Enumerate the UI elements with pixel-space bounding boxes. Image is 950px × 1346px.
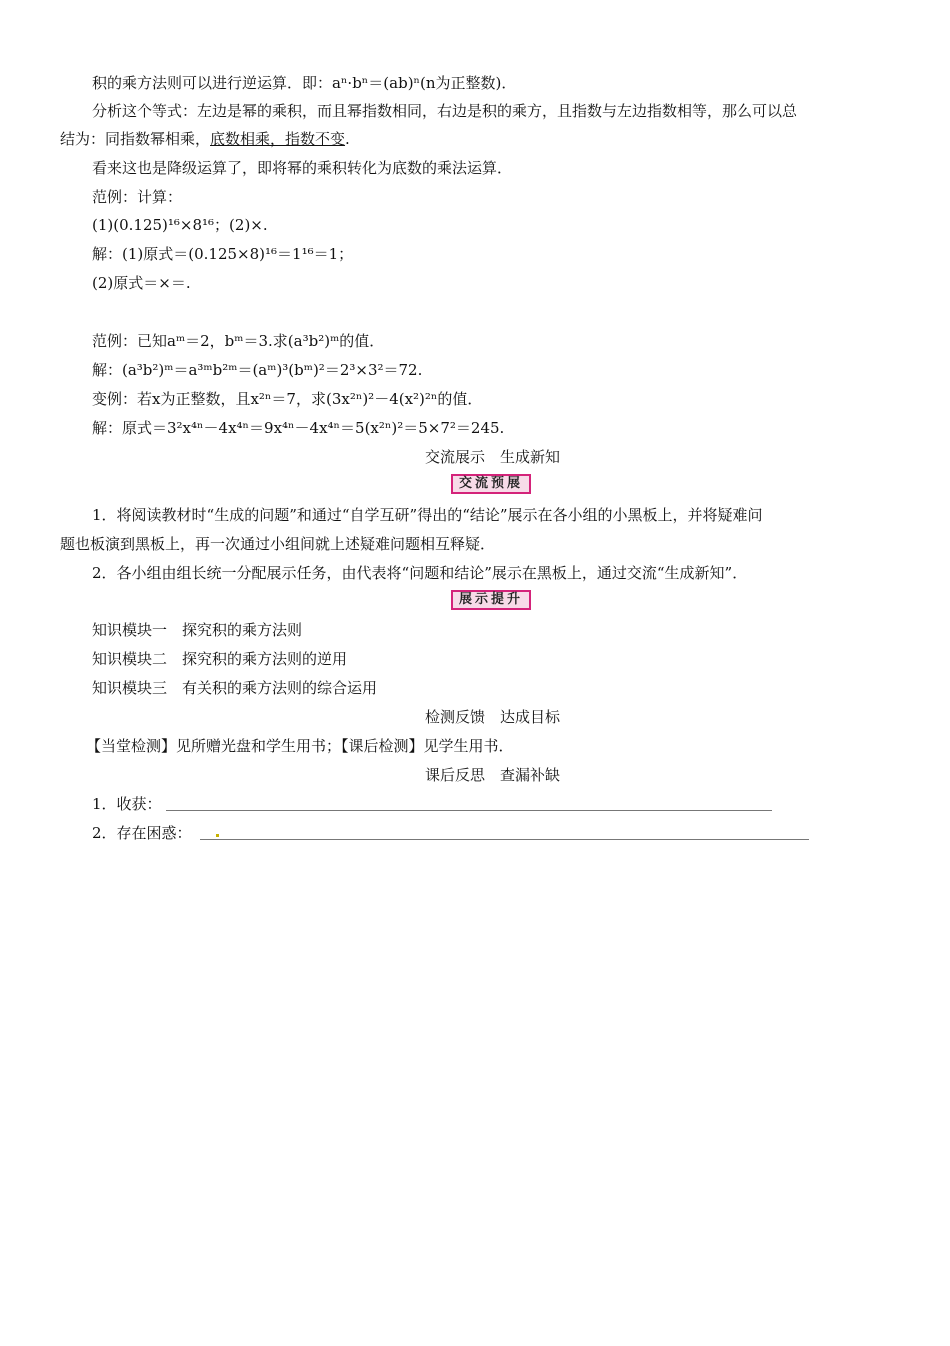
example1-solution1: 解：(1)原式＝(0.125×8)¹⁶＝1¹⁶＝1； xyxy=(92,245,354,263)
analysis-text-line1: 分析这个等式：左边是幂的乘积，而且幂指数相同，右边是积的乘方，且指数与左边指数相等，那么可以总 xyxy=(92,102,798,120)
check-text: 【当堂检测】见所赠光盘和学生用书；【课后检测】见学生用书． xyxy=(86,737,514,755)
reduction-text: 看来这也是降级运算了，即将幂的乘积转化为底数的乘法运算． xyxy=(92,159,513,177)
confusion-label: 2．存在困惑： xyxy=(92,824,192,842)
display-badge: 展示提升 xyxy=(451,590,531,610)
example2-problem: 范例：已知aᵐ＝2，bᵐ＝3.求(a³b²)ᵐ的值． xyxy=(92,332,385,350)
variant-solution: 解：原式＝3²x⁴ⁿ－4x⁴ⁿ＝9x⁴ⁿ－4x⁴ⁿ＝5(x²ⁿ)²＝5×7²＝245. xyxy=(92,419,505,437)
exchange-item1-line1: 1．将阅读教材时“生成的问题”和通过“自学互研”得出的“结论”展示在各小组的小黑板上，并将疑难问 xyxy=(92,506,763,524)
knowledge-module-3: 知识模块三 有关积的乘方法则的综合运用 xyxy=(92,679,378,697)
exchange-item2: 2．各小组由组长统一分配展示任务，由代表将“问题和结论”展示在黑板上，通过交流“生成新知”． xyxy=(92,564,748,582)
gains-blank-line xyxy=(166,810,772,811)
variant-problem: 变例：若x为正整数，且x²ⁿ＝7，求(3x²ⁿ)²－4(x²)²ⁿ的值． xyxy=(92,390,483,408)
knowledge-module-1: 知识模块一 探究积的乘方法则 xyxy=(92,621,303,639)
knowledge-module-2: 知识模块二 探究积的乘方法则的逆用 xyxy=(92,650,348,668)
exchange-heading: 交流展示 生成新知 xyxy=(424,448,560,466)
check-heading: 检测反馈 达成目标 xyxy=(424,708,560,726)
exchange-item1-line2: 题也板演到黑板上，再一次通过小组间就上述疑难问题相互释疑． xyxy=(60,535,496,553)
reflect-heading: 课后反思 查漏补缺 xyxy=(424,766,560,784)
example2-solution: 解：(a³b²)ᵐ＝a³ᵐb²ᵐ＝(aᵐ)³(bᵐ)²＝2³×3²＝72. xyxy=(92,361,423,379)
confusion-blank-line xyxy=(200,839,809,840)
analysis-suffix: . xyxy=(345,130,350,148)
rule-inverse-text: 积的乘方法则可以进行逆运算．即：aⁿ·bⁿ＝(ab)ⁿ(n为正整数)． xyxy=(92,74,517,92)
gains-label: 1．收获： xyxy=(92,795,162,813)
analysis-prefix: 结为：同指数幂相乘， xyxy=(60,130,211,148)
example1-problem: (1)(0.125)¹⁶×8¹⁶；(2)×. xyxy=(92,216,268,234)
example1-label: 范例：计算： xyxy=(92,188,183,206)
analysis-underlined-rule: 底数相乘，指数不变 xyxy=(210,130,346,148)
analysis-text-line2 xyxy=(60,129,350,149)
exchange-badge: 交流预展 xyxy=(451,474,531,494)
ink-dot xyxy=(216,834,219,837)
example1-solution2: (2)原式＝×＝. xyxy=(92,274,191,292)
